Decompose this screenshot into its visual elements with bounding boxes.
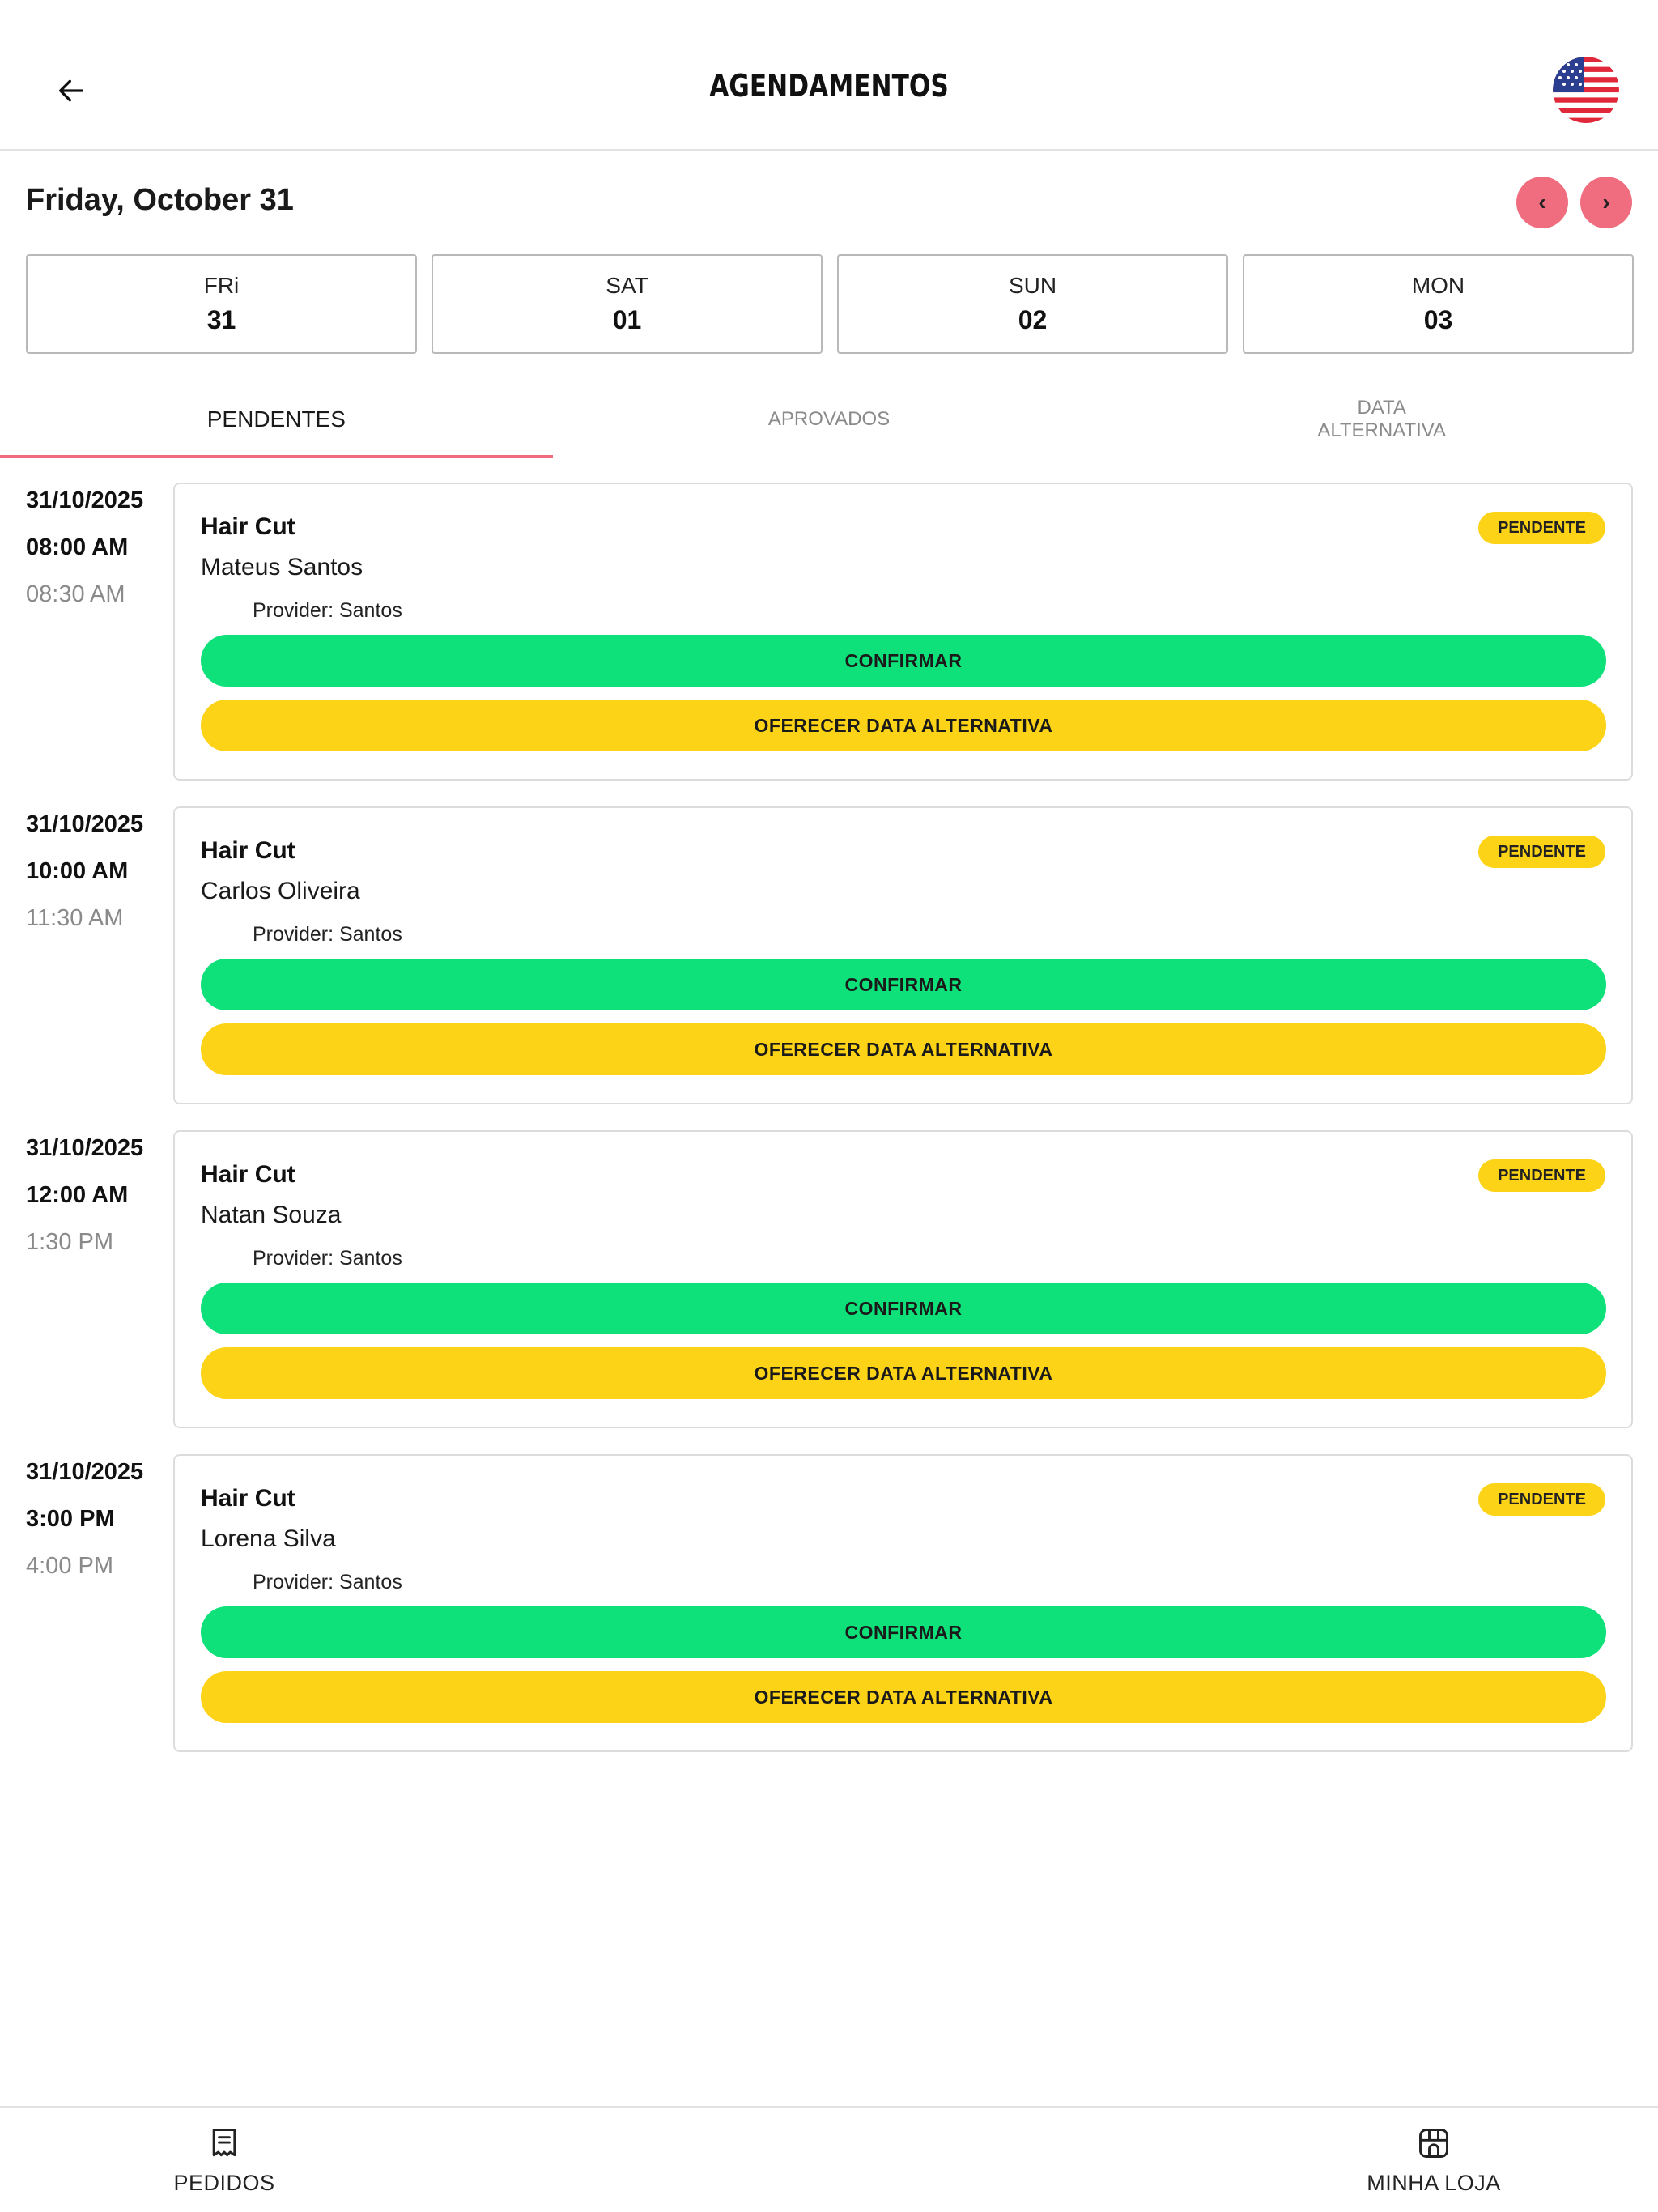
status-badge: PENDENTE [1478,1483,1605,1516]
appointment-list [0,483,1658,1778]
top-bar [0,0,1658,151]
tab-label: APROVADOS [767,408,891,430]
end-time: 1:30 PM [26,1229,113,1255]
nav-item-minha-loja[interactable] [829,2108,1658,2212]
day-card[interactable] [432,254,823,354]
appointment-item [0,1130,1658,1428]
previous-week-button[interactable] [1516,177,1568,228]
appointment-date: 31/10/2025 [26,1135,144,1161]
offer-alternative-date-button[interactable]: OFERECER DATA ALTERNATIVA [201,1671,1606,1723]
us-flag-icon [1553,57,1619,123]
tab-data-alternativa[interactable] [1105,381,1658,458]
appointment-time [26,483,172,612]
appointment-card [173,1130,1633,1428]
appointment-time [26,1454,172,1584]
appointment-date: 31/10/2025 [26,487,144,513]
selected-date-heading: Friday, October 31 [26,183,294,217]
tab-aprovados[interactable] [553,381,1106,458]
day-card[interactable] [837,254,1228,354]
storefront-icon [1414,2124,1453,2163]
day-card[interactable] [1243,254,1634,354]
page-title: AGENDAMENTOS [709,68,949,104]
client-name: Natan Souza [201,1202,342,1228]
offer-alternative-date-button[interactable]: OFERECER DATA ALTERNATIVA [201,1347,1606,1399]
confirm-button[interactable]: CONFIRMAR [201,1283,1606,1334]
end-time: 4:00 PM [26,1553,113,1579]
appointment-card [173,483,1633,781]
provider-name: Provider: Santos [253,1247,402,1270]
service-name: Hair Cut [201,513,295,540]
appointment-date: 31/10/2025 [26,811,144,837]
day-name: SAT [606,273,648,298]
client-name: Lorena Silva [201,1525,336,1552]
day-number: 01 [612,305,642,334]
day-number: 02 [1018,305,1048,334]
next-week-button[interactable] [1580,177,1632,228]
provider-name: Provider: Santos [253,923,402,946]
start-time: 12:00 AM [26,1182,129,1208]
language-button[interactable] [1553,57,1619,123]
appointment-item [0,483,1658,781]
service-name: Hair Cut [201,1161,295,1188]
appointment-date: 31/10/2025 [26,1459,144,1485]
confirm-button[interactable]: CONFIRMAR [201,635,1606,687]
chevron-left-icon: ‹ [1538,189,1546,215]
status-tabs [0,381,1658,458]
start-time: 08:00 AM [26,534,129,560]
tab-label: DATA ALTERNATIVA [1317,397,1447,441]
arrow-left-icon [55,74,87,107]
provider-name: Provider: Santos [253,1571,402,1593]
tab-pendentes[interactable] [0,381,553,458]
status-badge: PENDENTE [1478,512,1605,544]
bottom-navigation [0,2106,1658,2212]
appointment-item [0,1454,1658,1752]
tab-label: PENDENTES [206,406,346,432]
receipt-icon [205,2124,244,2163]
day-name: MON [1411,273,1465,298]
day-name: SUN [1008,273,1057,298]
start-time: 10:00 AM [26,858,129,884]
day-number: 31 [206,305,236,334]
client-name: Carlos Oliveira [201,878,360,904]
offer-alternative-date-button[interactable]: OFERECER DATA ALTERNATIVA [201,1023,1606,1075]
back-button[interactable] [49,68,94,113]
appointment-time [26,1130,172,1260]
nav-label: MINHA LOJA [1367,2171,1501,2195]
service-name: Hair Cut [201,1485,295,1512]
nav-item-pedidos[interactable] [0,2108,829,2212]
appointment-card [173,806,1633,1104]
appointment-time [26,806,172,936]
start-time: 3:00 PM [26,1506,115,1532]
appointment-card [173,1454,1633,1752]
nav-label: PEDIDOS [173,2171,275,2195]
status-badge: PENDENTE [1478,1159,1605,1192]
client-name: Mateus Santos [201,554,363,581]
confirm-button[interactable]: CONFIRMAR [201,1606,1606,1658]
service-name: Hair Cut [201,837,295,864]
end-time: 11:30 AM [26,905,124,931]
chevron-right-icon: › [1602,189,1610,215]
confirm-button[interactable]: CONFIRMAR [201,959,1606,1010]
end-time: 08:30 AM [26,581,125,607]
provider-name: Provider: Santos [253,599,402,622]
day-name: FRi [203,273,240,298]
appointment-item [0,806,1658,1104]
offer-alternative-date-button[interactable]: OFERECER DATA ALTERNATIVA [201,700,1606,751]
day-card[interactable] [26,254,417,354]
day-number: 03 [1423,305,1453,334]
status-badge: PENDENTE [1478,836,1605,868]
day-selector [26,254,1634,354]
